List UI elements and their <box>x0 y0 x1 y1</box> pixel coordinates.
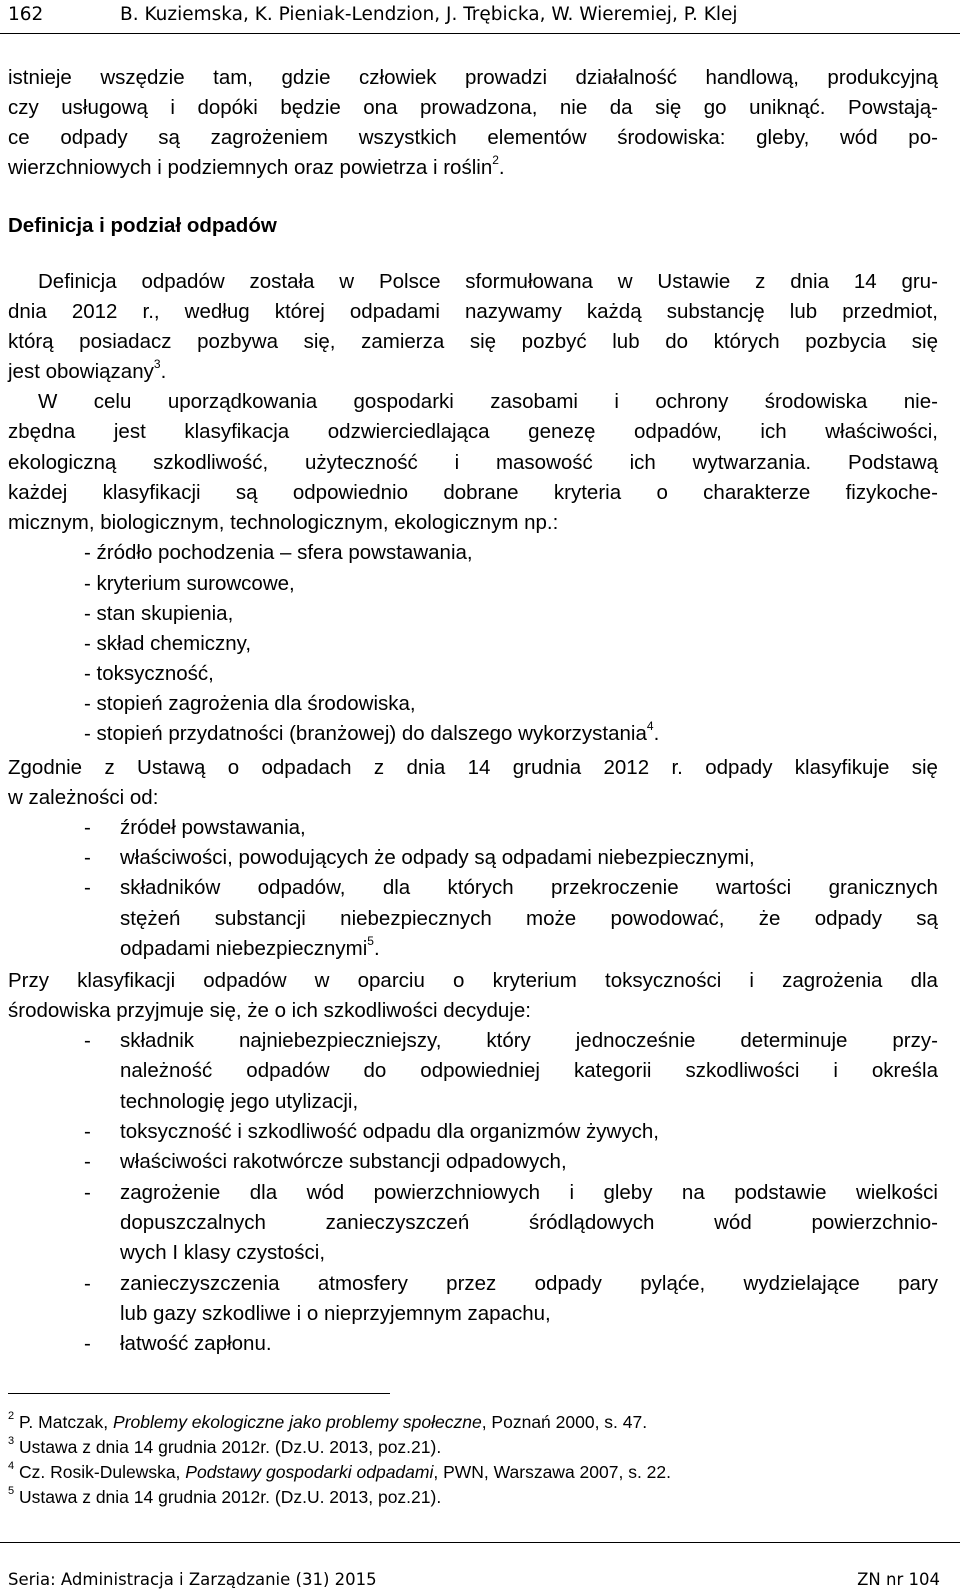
list-item-continuation: stężeń substancji niebezpiecznych może powodować, że odpady są <box>120 907 938 930</box>
list-item-continuation: technologię jego utylizacji, <box>120 1090 359 1113</box>
list-item: - stopień przydatności (branżowej) do dalszego wykorzystania$^4$. <box>84 719 660 745</box>
footnote: $^4$ Cz. Rosik-Dulewska, Podstawy gospodarki odpadami, PWN, Warszawa 2007, s. 22. <box>8 1460 672 1482</box>
list-item: właściwości rakotwórcze substancji odpadowych, <box>120 1150 567 1173</box>
text-line: micznym, biologicznym, technologicznym, ekologicznym np.: <box>8 511 559 534</box>
text-line: wierzchniowych i podziemnych oraz powietrza i roślin$^2$. <box>8 153 505 179</box>
footnote-ref: 5 <box>367 934 374 948</box>
list-dash: - <box>84 816 91 839</box>
footnote-ref: 3 <box>153 357 161 371</box>
list-item: składników odpadów, dla których przekroczenie wartości granicznych <box>120 876 938 899</box>
list-item: właściwości, powodujących że odpady są odpadami niebezpiecznymi, <box>120 846 755 869</box>
list-item-continuation: odpadami niebezpiecznymi$^5$. <box>120 934 380 960</box>
list-item: - kryterium surowcowe, <box>84 572 295 595</box>
list-item-continuation: dopuszczalnych zanieczyszczeń śródlądowych wód powierzchnio- <box>120 1211 938 1234</box>
text-line: w zależności od: <box>8 786 159 809</box>
text-line: ce odpady są zagrożeniem wszystkich elementów środowiska: gleby, wód po- <box>8 126 938 149</box>
footnote-ref: 2 <box>492 153 499 167</box>
text-line: środowiska przyjmuje się, że o ich szkodliwości decyduje: <box>8 999 531 1022</box>
footnote: $^3$ Ustawa z dnia 14 grudnia 2012r. (Dz.U. 2013, poz.21). <box>8 1435 442 1457</box>
list-dash: - <box>84 846 91 869</box>
footer-issue: ZN nr 104 <box>857 1570 940 1589</box>
list-item-continuation: lub gazy szkodliwe i o nieprzyjemnym zapachu, <box>120 1302 551 1325</box>
list-dash: - <box>84 876 91 899</box>
list-item: - toksyczność, <box>84 662 214 685</box>
footer-series: Seria: Administracja i Zarządzanie (31) 2015 <box>8 1570 377 1589</box>
footer-rule <box>0 1542 960 1543</box>
section-heading: Definicja i podział odpadów <box>8 214 277 237</box>
text-line: istnieje wszędzie tam, gdzie człowiek prowadzi działalność handlową, produkcyjną <box>8 66 938 89</box>
text-line: zbędna jest klasyfikacja odzwierciedlająca genezę odpadów, ich właściwości, <box>8 420 938 443</box>
list-item-continuation: wych I klasy czystości, <box>120 1241 326 1264</box>
text-line: Przy klasyfikacji odpadów w oparciu o kryterium toksyczności i zagrożenia dla <box>8 969 938 992</box>
list-item: - źródło pochodzenia – sfera powstawania, <box>84 541 473 564</box>
list-item-continuation: należność odpadów do odpowiedniej kategorii szkodliwości i określa <box>120 1059 938 1082</box>
list-item: - stan skupienia, <box>84 602 234 625</box>
list-dash: - <box>84 1332 91 1355</box>
text-line: Definicja odpadów została w Polsce sformułowana w Ustawie z dnia 14 gru- <box>38 270 938 293</box>
page-number: 162 <box>8 4 44 25</box>
list-dash: - <box>84 1120 91 1143</box>
text-line: ekologiczną szkodliwość, użyteczność i masowość ich wytwarzania. Podstawą <box>8 451 938 474</box>
list-item: składnik najniebezpieczniejszy, który jednocześnie determinuje przy- <box>120 1029 938 1052</box>
text-line: jest obowiązany$^3$. <box>8 357 167 383</box>
list-item: zanieczyszczenia atmosfery przez odpady pyląće, wydzielające pary <box>120 1272 938 1295</box>
list-dash: - <box>84 1181 91 1204</box>
footnote: $^5$ Ustawa z dnia 14 grudnia 2012r. (Dz.U. 2013, poz.21). <box>8 1485 442 1507</box>
list-item: - stopień zagrożenia dla środowiska, <box>84 692 416 715</box>
text-line: którą posiadacz pozbywa się, zamierza się pozbyć lub do których pozbycia się <box>8 330 938 353</box>
text-line: czy usługową i dopóki będzie ona prowadzona, nie da się go uniknąć. Powstają- <box>8 96 938 119</box>
header-rule <box>0 33 960 34</box>
text-line: każdej klasyfikacji są odpowiednio dobrane kryteria o charakterze fizykoche- <box>8 481 938 504</box>
text-line: Zgodnie z Ustawą o odpadach z dnia 14 grudnia 2012 r. odpady klasyfikuje się <box>8 756 938 779</box>
list-item: toksyczność i szkodliwość odpadu dla organizmów żywych, <box>120 1120 659 1143</box>
list-dash: - <box>84 1150 91 1173</box>
text-line: W celu uporządkowania gospodarki zasobami i ochrony środowiska nie- <box>38 390 938 413</box>
footnote-ref: 4 <box>646 719 654 733</box>
list-item: źródeł powstawania, <box>120 816 306 839</box>
text-line: dnia 2012 r., według której odpadami nazywamy każdą substancję lub przedmiot, <box>8 300 938 323</box>
header-authors: B. Kuziemska, K. Pieniak-Lendzion, J. Trębicka, W. Wieremiej, P. Klej <box>120 4 738 25</box>
list-dash: - <box>84 1272 91 1295</box>
list-dash: - <box>84 1029 91 1052</box>
footnote: $^2$ P. Matczak, Problemy ekologiczne jako problemy społeczne, Poznań 2000, s. 47. <box>8 1410 648 1432</box>
list-item: zagrożenie dla wód powierzchniowych i gleby na podstawie wielkości <box>120 1181 938 1204</box>
list-item: łatwość zapłonu. <box>120 1332 272 1355</box>
list-item: - skład chemiczny, <box>84 632 252 655</box>
footnote-separator <box>8 1393 390 1394</box>
